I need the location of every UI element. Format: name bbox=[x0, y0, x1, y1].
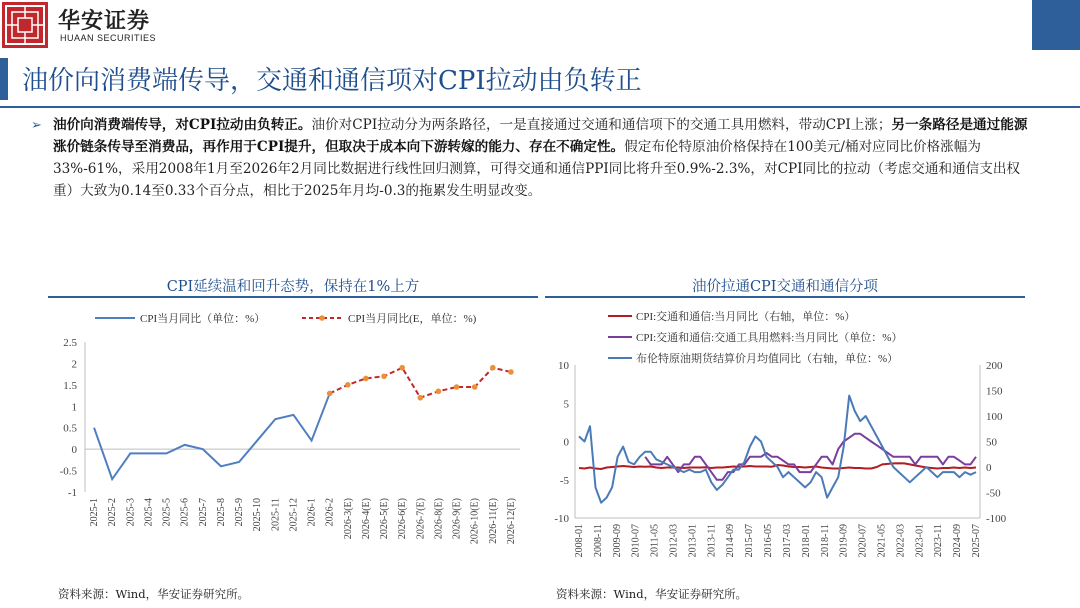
chart2-x-tick-label: 2024-09 bbox=[952, 524, 964, 558]
chart2-title-rule bbox=[545, 296, 1025, 298]
chart1-x-tick-label: 2026-9(E) bbox=[451, 498, 463, 540]
corner-accent-block bbox=[1032, 0, 1080, 50]
company-name: 华安证券 bbox=[58, 8, 151, 34]
chart2-right-tick-label: -50 bbox=[986, 487, 1001, 500]
chart1-forecast-point bbox=[418, 395, 424, 401]
chart2-transport-cpi bbox=[540, 300, 1040, 582]
chart1-x-tick-label: 2025-3 bbox=[125, 498, 137, 527]
chart2-legend-label-1: CPI:交通和通信:交通工具用燃料:当月同比（单位：%） bbox=[636, 332, 903, 344]
chart2-legend-label-0: CPI:交通和通信:当月同比（右轴，单位：%） bbox=[636, 311, 856, 323]
chart2-x-tick-label: 2019-09 bbox=[838, 524, 850, 558]
chart2-right-tick-label: 0 bbox=[986, 462, 992, 474]
chart1-y-tick-label: 0.5 bbox=[63, 422, 77, 435]
chart2-x-tick-label: 2017-03 bbox=[781, 524, 793, 558]
chart2-x-tick-label: 2009-09 bbox=[611, 524, 623, 558]
chart1-forecast-point bbox=[490, 365, 496, 371]
chart1-x-tick-label: 2025-4 bbox=[143, 498, 155, 527]
chart1-forecast-point bbox=[436, 388, 442, 394]
chart1-x-tick-label: 2026-7(E) bbox=[415, 498, 427, 540]
chart1-y-tick-label: 2.5 bbox=[63, 337, 77, 349]
chart1-source: 资料来源：Wind，华安证券研究所。 bbox=[58, 587, 250, 601]
chart1-title-rule bbox=[48, 296, 538, 298]
chart1-forecast-point bbox=[508, 369, 514, 375]
chart2-x-tick-label: 2013-01 bbox=[687, 524, 699, 558]
chart1-x-tick-label: 2026-5(E) bbox=[379, 498, 391, 540]
chart1-x-tick-label: 2026-12(E) bbox=[505, 498, 517, 545]
chart2-x-tick-label: 2025-07 bbox=[971, 524, 982, 558]
chart1-y-tick-label: -0.5 bbox=[59, 465, 77, 478]
chart1-x-tick-label: 2026-6(E) bbox=[397, 498, 409, 540]
chart2-x-tick-label: 2016-05 bbox=[763, 524, 775, 558]
chart1-legend-marker-forecast bbox=[319, 315, 325, 321]
chart2-x-tick-label: 2010-07 bbox=[630, 524, 642, 558]
chart1-title: CPI延续温和回升态势，保持在1%上方 bbox=[166, 279, 420, 295]
chart1-series-actual-line bbox=[94, 393, 330, 479]
chart1-x-tick-label: 2025-7 bbox=[197, 498, 209, 527]
para-bold-1: 油价向消费端传导，对CPI拉动由负转正。 bbox=[53, 117, 312, 133]
chart2-x-tick-label: 2018-01 bbox=[800, 524, 812, 558]
chart2-legend-label-2: 布伦特原油期货结算价月均值同比（右轴，单位：%） bbox=[636, 353, 899, 365]
chart2-x-tick-label: 2018-11 bbox=[819, 524, 831, 557]
chart2-right-tick-label: 150 bbox=[986, 385, 1003, 398]
chart2-x-tick-label: 2008-01 bbox=[574, 524, 585, 558]
chart1-x-tick-label: 2025-6 bbox=[179, 498, 191, 527]
company-name-en: HUAAN SECURITIES bbox=[60, 33, 157, 43]
para-text-2: 假定布伦特原油价格保持在100美元/桶对应同比价格涨幅为33%-61%，采用2008年1月至2026年2月同比数据进行线性回归测算，可得交通和通信PPI同比将升至0.9%-2.3%，对CPI同比的拉动（考虑交通和通信支出权重）大致为0.14至0.33个百分点，相比于2025年月均-0.3的拖累发生明显改变。 bbox=[53, 139, 1021, 199]
chart1-forecast-point bbox=[345, 382, 351, 388]
chart1-x-tick-label: 2026-4(E) bbox=[360, 498, 372, 540]
chart1-x-tick-label: 2026-1 bbox=[306, 498, 318, 527]
chart2-right-tick-label: 200 bbox=[986, 360, 1003, 372]
chart2-x-tick-label: 2014-09 bbox=[725, 524, 737, 558]
chart1-x-tick-label: 2025-12 bbox=[288, 498, 300, 532]
chart1-forecast-point bbox=[381, 373, 387, 379]
chart1-y-tick-label: -1 bbox=[67, 487, 77, 499]
chart1-legend-forecast: CPI当月同比(E，单位：%) bbox=[348, 313, 477, 325]
chart1-series-forecast-line bbox=[330, 368, 511, 398]
chart1-x-tick-label: 2026-3(E) bbox=[342, 498, 354, 540]
chart2-x-tick-label: 2011-05 bbox=[649, 524, 661, 557]
chart2-x-tick-label: 2013-11 bbox=[706, 524, 718, 557]
chart2-left-tick-label: 0 bbox=[563, 436, 569, 449]
chart2-x-tick-label: 2015-07 bbox=[744, 524, 756, 558]
chart2-series-line-2 bbox=[579, 396, 976, 503]
chart2-x-tick-label: 2023-01 bbox=[914, 524, 926, 558]
summary-paragraph bbox=[53, 114, 1033, 202]
chart1-legend-actual: CPI当月同比（单位：%） bbox=[140, 313, 266, 325]
chart1-x-tick-label: 2025-5 bbox=[161, 498, 173, 527]
chart2-right-tick-label: 100 bbox=[986, 411, 1003, 423]
chart2-left-tick-label: -10 bbox=[554, 513, 569, 525]
title-accent-bar bbox=[0, 58, 8, 100]
chart2-title: 油价拉通CPI交通和通信分项 bbox=[691, 279, 879, 295]
chart1-forecast-point bbox=[399, 365, 405, 371]
chart1-forecast-point bbox=[327, 391, 333, 397]
chart1-x-tick-label: 2025-2 bbox=[107, 498, 119, 527]
chart1-x-tick-label: 2026-8(E) bbox=[433, 498, 445, 540]
chart2-left-tick-label: -5 bbox=[559, 474, 569, 487]
chart2-left-tick-label: 5 bbox=[563, 398, 569, 411]
chart2-right-tick-label: 50 bbox=[986, 436, 997, 449]
chart2-x-tick-label: 2022-03 bbox=[895, 524, 907, 558]
chart2-x-tick-label: 2008-11 bbox=[592, 524, 604, 557]
page-title: 油价向消费端传导，交通和通信项对CPI拉动由负转正 bbox=[22, 66, 642, 96]
chart1-x-tick-label: 2026-2 bbox=[324, 498, 336, 527]
para-text-1: 油价对CPI拉动分为两条路径，一是直接通过交通和通信项下的交通工具用燃料，带动CPI上涨； bbox=[311, 117, 892, 133]
title-divider bbox=[0, 106, 1080, 108]
chart1-x-tick-label: 2025-8 bbox=[215, 498, 227, 527]
chart1-y-tick-label: 2 bbox=[71, 358, 77, 371]
chart1-y-tick-label: 1.5 bbox=[63, 379, 77, 392]
chart1-forecast-point bbox=[472, 384, 478, 390]
chart1-forecast-point bbox=[363, 376, 369, 382]
chart2-left-tick-label: 10 bbox=[558, 360, 569, 372]
chart2-source: 资料来源：Wind，华安证券研究所。 bbox=[556, 587, 748, 601]
chart1-x-tick-label: 2025-1 bbox=[89, 498, 101, 527]
chart1-forecast-point bbox=[454, 384, 460, 390]
chart1-y-tick-label: 1 bbox=[71, 401, 77, 414]
chart1-x-tick-label: 2026-11(E) bbox=[487, 498, 499, 544]
chart1-cpi-forecast bbox=[40, 300, 560, 580]
chart2-x-tick-label: 2023-11 bbox=[933, 524, 945, 557]
bullet-arrow-icon: ➢ bbox=[31, 118, 42, 133]
chart1-x-tick-label: 2025-9 bbox=[234, 498, 246, 527]
chart1-x-tick-label: 2025-11 bbox=[270, 498, 282, 531]
chart1-y-tick-label: 0 bbox=[71, 444, 77, 457]
huaan-seal-logo-icon bbox=[2, 2, 48, 48]
chart2-x-tick-label: 2012-03 bbox=[668, 524, 680, 558]
chart2-x-tick-label: 2020-07 bbox=[857, 524, 869, 558]
chart1-x-tick-label: 2025-10 bbox=[252, 498, 264, 532]
chart2-x-tick-label: 2021-05 bbox=[876, 524, 888, 558]
chart1-x-tick-label: 2026-10(E) bbox=[469, 498, 481, 545]
chart2-right-tick-label: -100 bbox=[986, 513, 1007, 525]
para-bold-2: 另一条路径是通过能源涨价链条传导至消费品，再作用于CPI提升，但取决于成本向下游转嫁的能力、存在不确定性。 bbox=[53, 117, 1028, 155]
